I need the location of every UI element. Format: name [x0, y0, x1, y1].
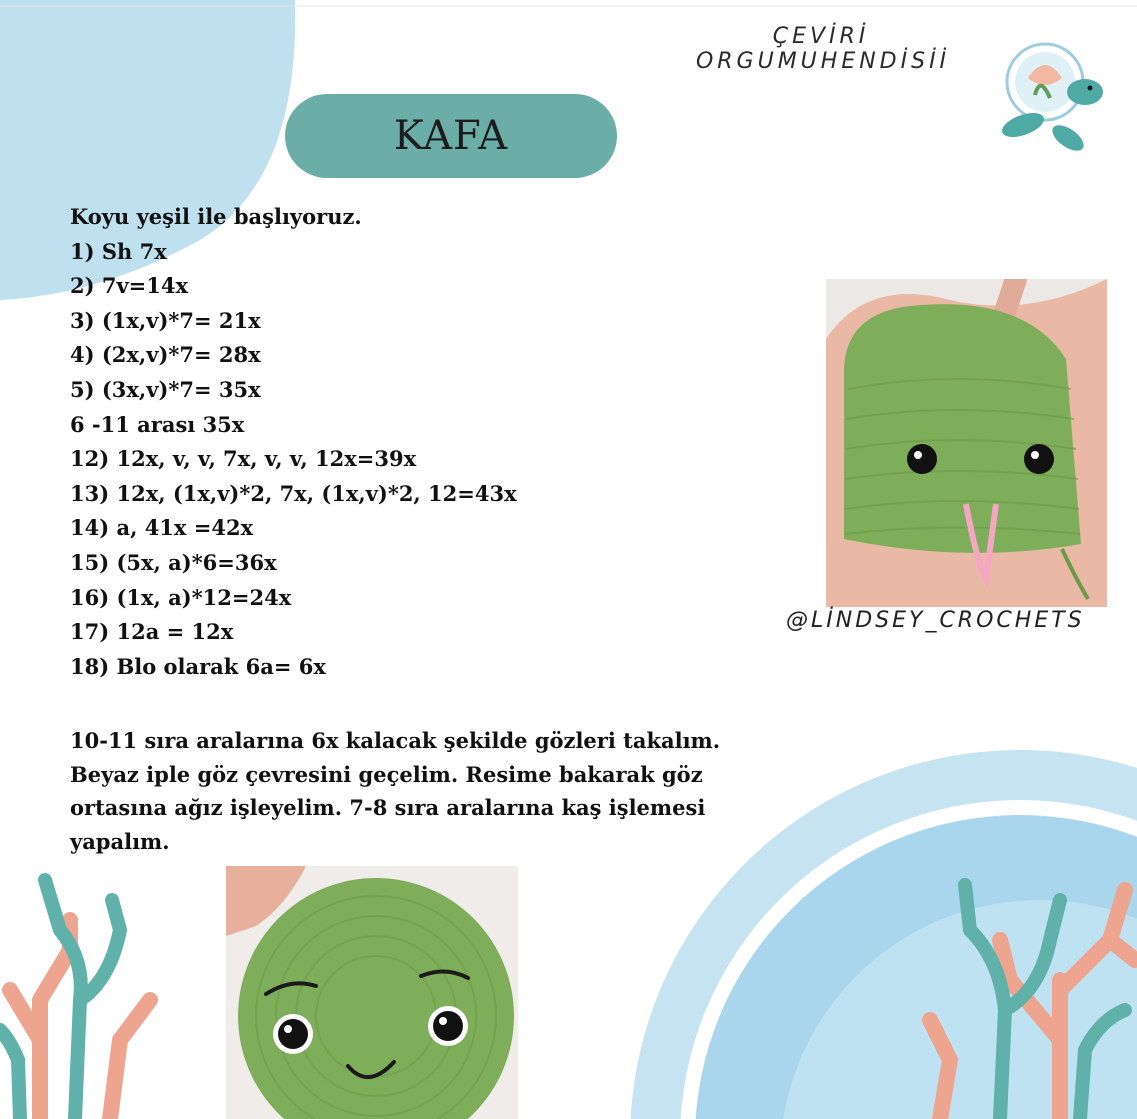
- pattern-row: 5) (3x,v)*7= 35x: [70, 376, 261, 402]
- photo-credit: @LİNDSEY_CROCHETS: [786, 608, 1085, 633]
- section-title: KAFA: [393, 113, 509, 159]
- turtle-logo-icon: [999, 44, 1103, 156]
- pattern-row: 13) 12x, (1x,v)*2, 7x, (1x,v)*2, 12=43x: [70, 480, 517, 506]
- pattern-intro: Koyu yeşil ile başlıyoruz.: [70, 204, 362, 229]
- brand-header: [695, 24, 1000, 74]
- pattern-row: 18) Blo olarak 6a= 6x: [70, 653, 326, 679]
- photo-crochet-head-face: [226, 866, 518, 1119]
- pattern-row: 2) 7v=14x: [70, 273, 189, 299]
- pattern-row: 17) 12a = 12x: [70, 619, 234, 645]
- pattern-row: 14) a, 41x =42x: [70, 515, 254, 541]
- brand-line-1: ÇEVİRİ: [772, 24, 870, 49]
- title-pill: [285, 94, 617, 178]
- pattern-row: 12) 12x, v, v, 7x, v, v, 12x=39x: [70, 446, 417, 472]
- photo-crochet-head-side: [826, 279, 1107, 607]
- pattern-row: 16) (1x, a)*12=24x: [70, 584, 292, 610]
- pattern-instructions: [70, 200, 517, 684]
- pattern-row: 1) Sh 7x: [70, 238, 167, 264]
- pattern-row: 3) (1x,v)*7= 21x: [70, 307, 261, 333]
- pattern-row: 15) (5x, a)*6=36x: [70, 549, 277, 575]
- pattern-row: 6 -11 arası 35x: [70, 411, 245, 437]
- brand-line-2: ORGUMUHENDİSİİ: [695, 49, 951, 74]
- pattern-row: 4) (2x,v)*7= 28x: [70, 342, 261, 368]
- assembly-notes: 10-11 sıra aralarına 6x kalacak şekilde gözleri takalım. Beyaz iple göz çevresini geçelim. Resime bakarak göz ortasına ağız işleyelim. 7-8 sıra aralarına kaş işlemesi yapalım.: [70, 728, 721, 854]
